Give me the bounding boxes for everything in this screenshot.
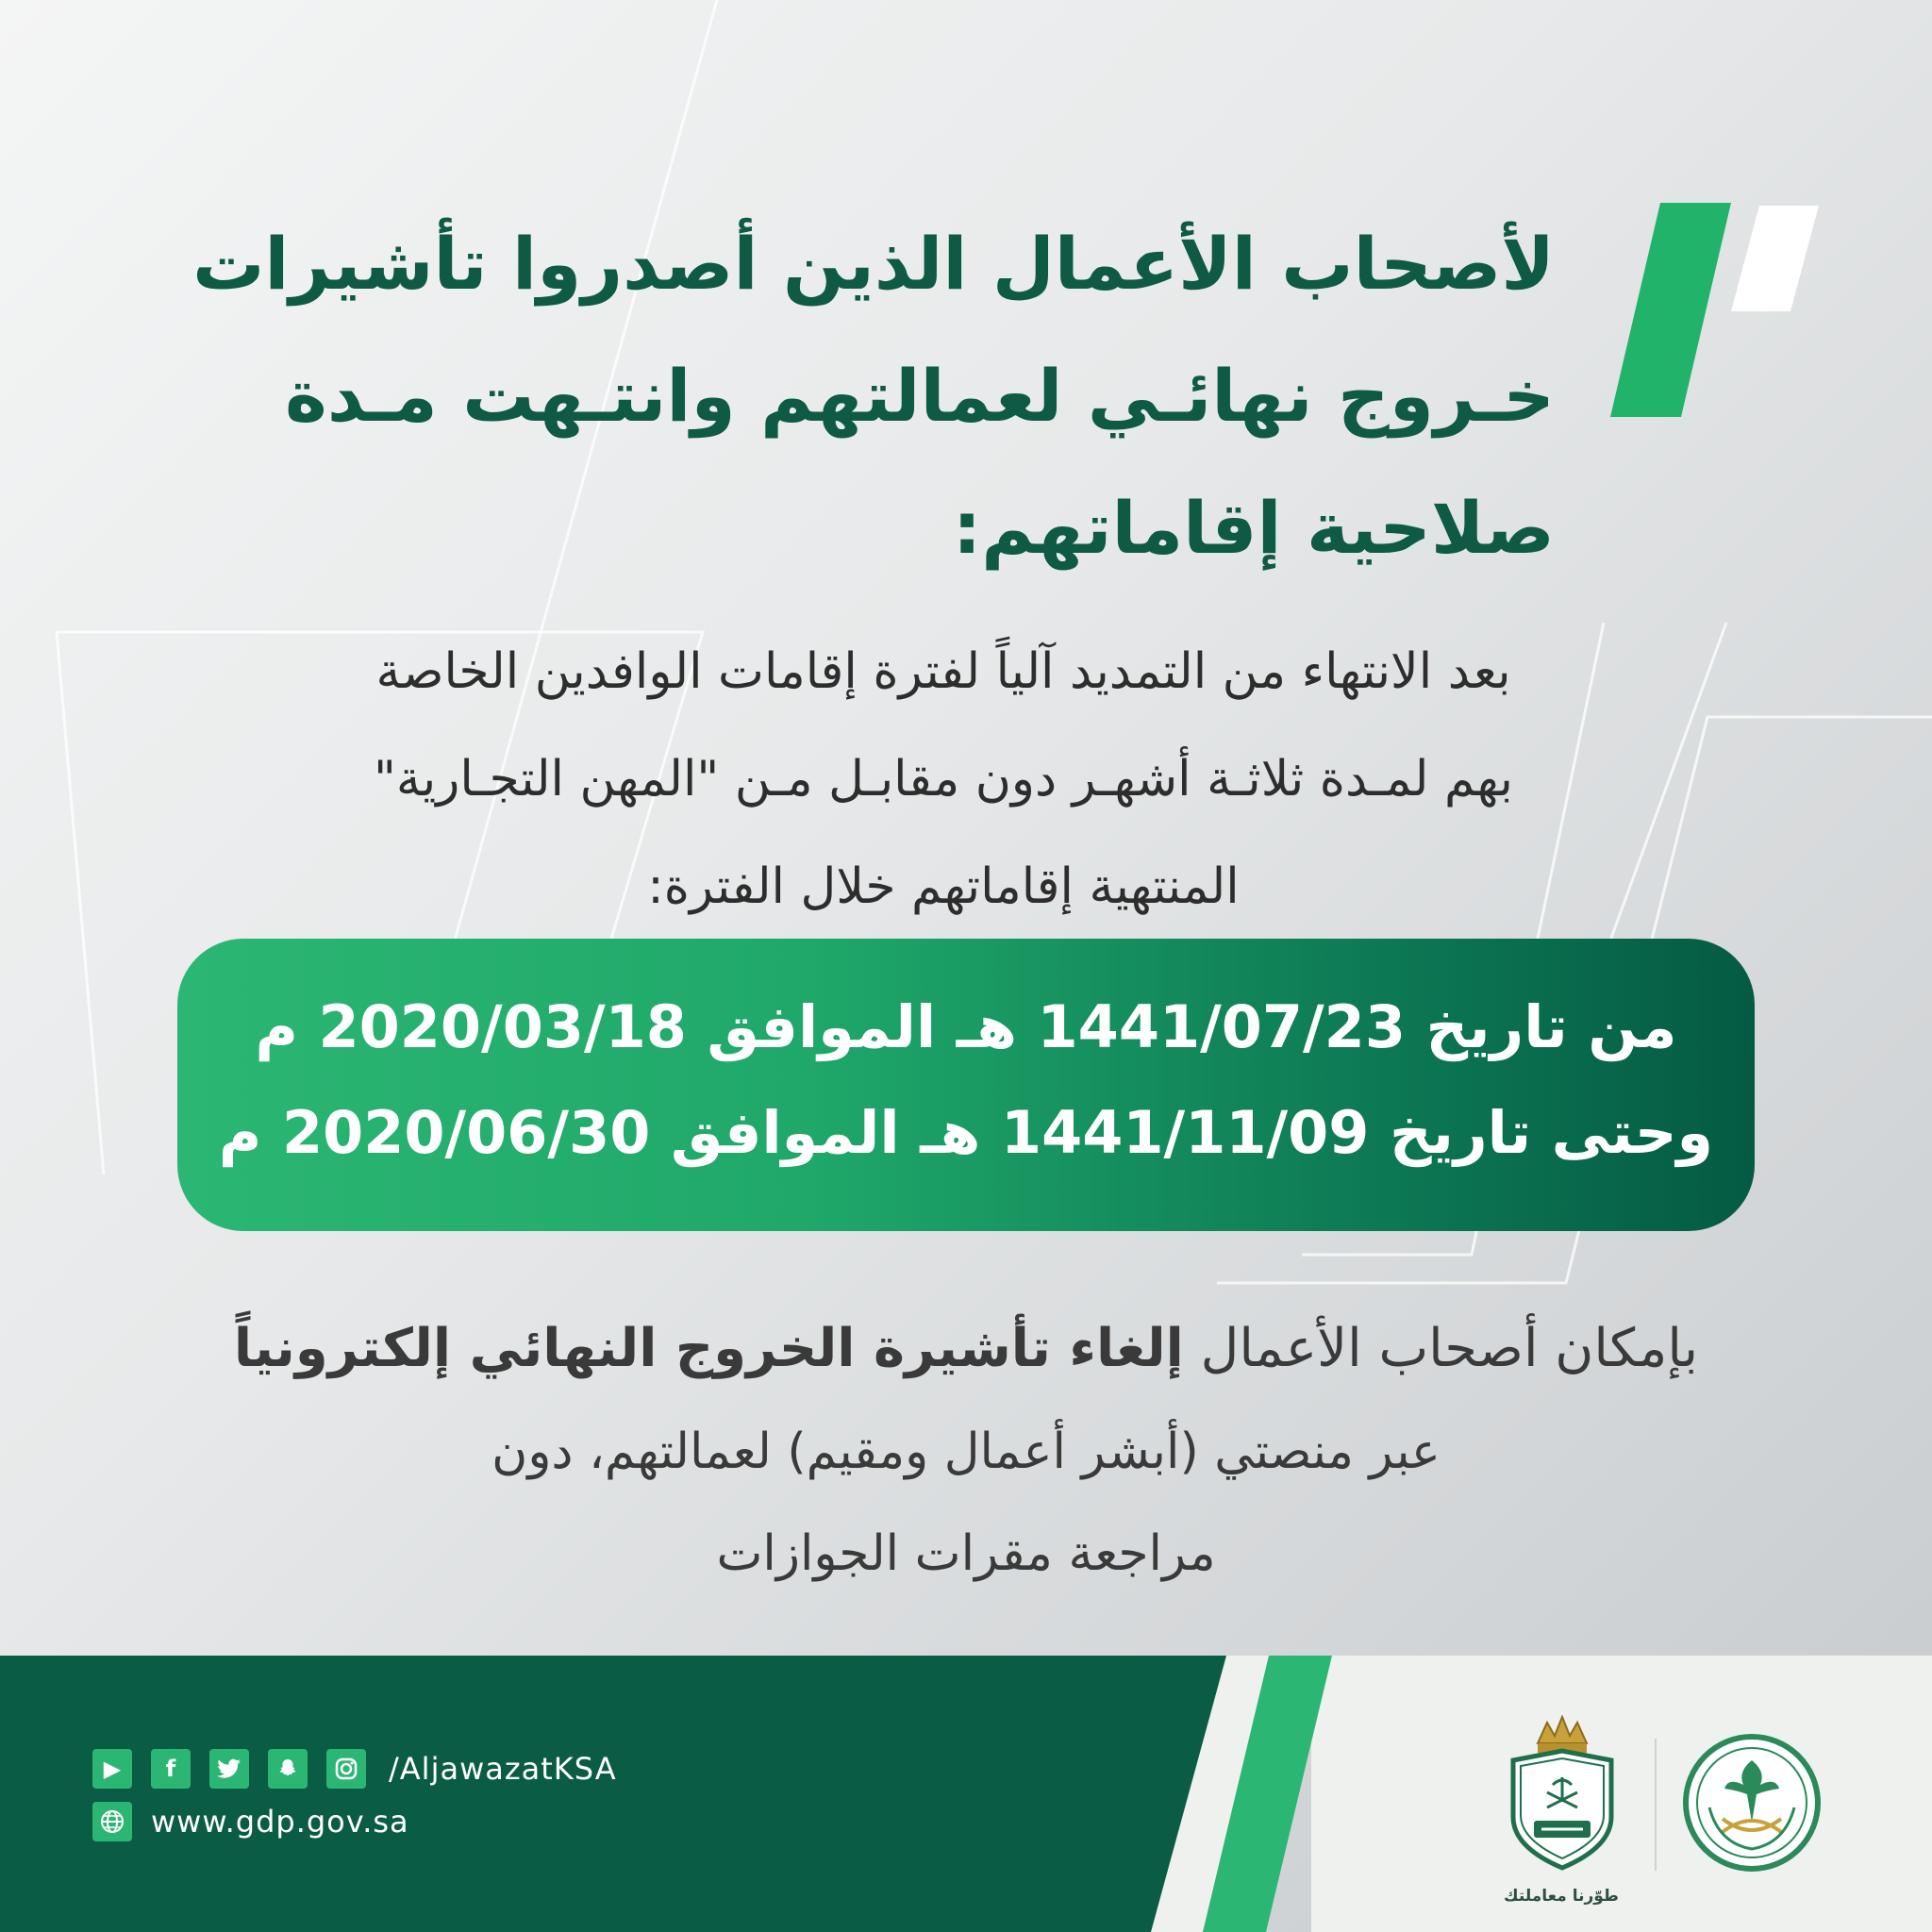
ministry-emblem [1681, 1732, 1823, 1874]
globe-icon [92, 1802, 132, 1841]
instagram-icon[interactable] [326, 1749, 366, 1789]
headline-line-3: صلاحية إقاماتهم: [952, 486, 1555, 570]
body-paragraph [189, 618, 1698, 941]
date-range-box [177, 939, 1755, 1231]
date-range-start: من تاريخ 1441/07/23 هـ الموافق 2020/03/18 م [255, 992, 1677, 1061]
jawazat-tagline: طوّرنا معاملتك [1504, 1887, 1619, 1906]
note-line-1-regular: بإمكان أصحاب الأعمال [1183, 1318, 1699, 1379]
facebook-icon[interactable]: f [151, 1749, 191, 1789]
body-line-1: بعد الانتهاء من التمديد آلياً لفترة إقامات الوافدين الخاصة [375, 643, 1511, 700]
headline-line-1: لأصحاب الأعمال الذين أصدروا تأشيرات [192, 222, 1555, 306]
headline [177, 198, 1555, 594]
social-handle[interactable]: /AljawazatKSA [389, 1751, 617, 1787]
snapchat-icon[interactable] [268, 1749, 308, 1789]
jawazat-logo [1500, 1715, 1624, 1885]
note-paragraph [94, 1297, 1838, 1605]
body-line-3: المنتهية إقاماتهم خلال الفترة: [647, 858, 1240, 915]
website-link[interactable] [92, 1800, 409, 1843]
youtube-icon[interactable]: ▶ [92, 1749, 132, 1789]
social-links [92, 1747, 617, 1790]
twitter-icon[interactable] [209, 1749, 249, 1789]
note-line-3: مراجعة مقرات الجوازات [716, 1525, 1216, 1582]
headline-line-2: خـروج نهائـي لعمالتهم وانتـهت مـدة [284, 354, 1555, 438]
note-line-2: عبر منصتي (أبشر أعمال ومقيم) لعمالتهم، دون [491, 1424, 1441, 1480]
note-line-1-bold: إلغاء تأشيرة الخروج النهائي إلكترونياً [233, 1318, 1184, 1379]
date-range-end: وحتى تاريخ 1441/11/09 هـ الموافق 2020/06/30 م [218, 1098, 1714, 1167]
logo-divider [1655, 1739, 1657, 1871]
note-line-1 [94, 1297, 1838, 1401]
website-url[interactable]: www.gdp.gov.sa [151, 1804, 409, 1840]
body-line-2: بهم لمـدة ثلاثـة أشهـر دون مقابـل مـن "المهن التجـارية" [373, 751, 1513, 808]
